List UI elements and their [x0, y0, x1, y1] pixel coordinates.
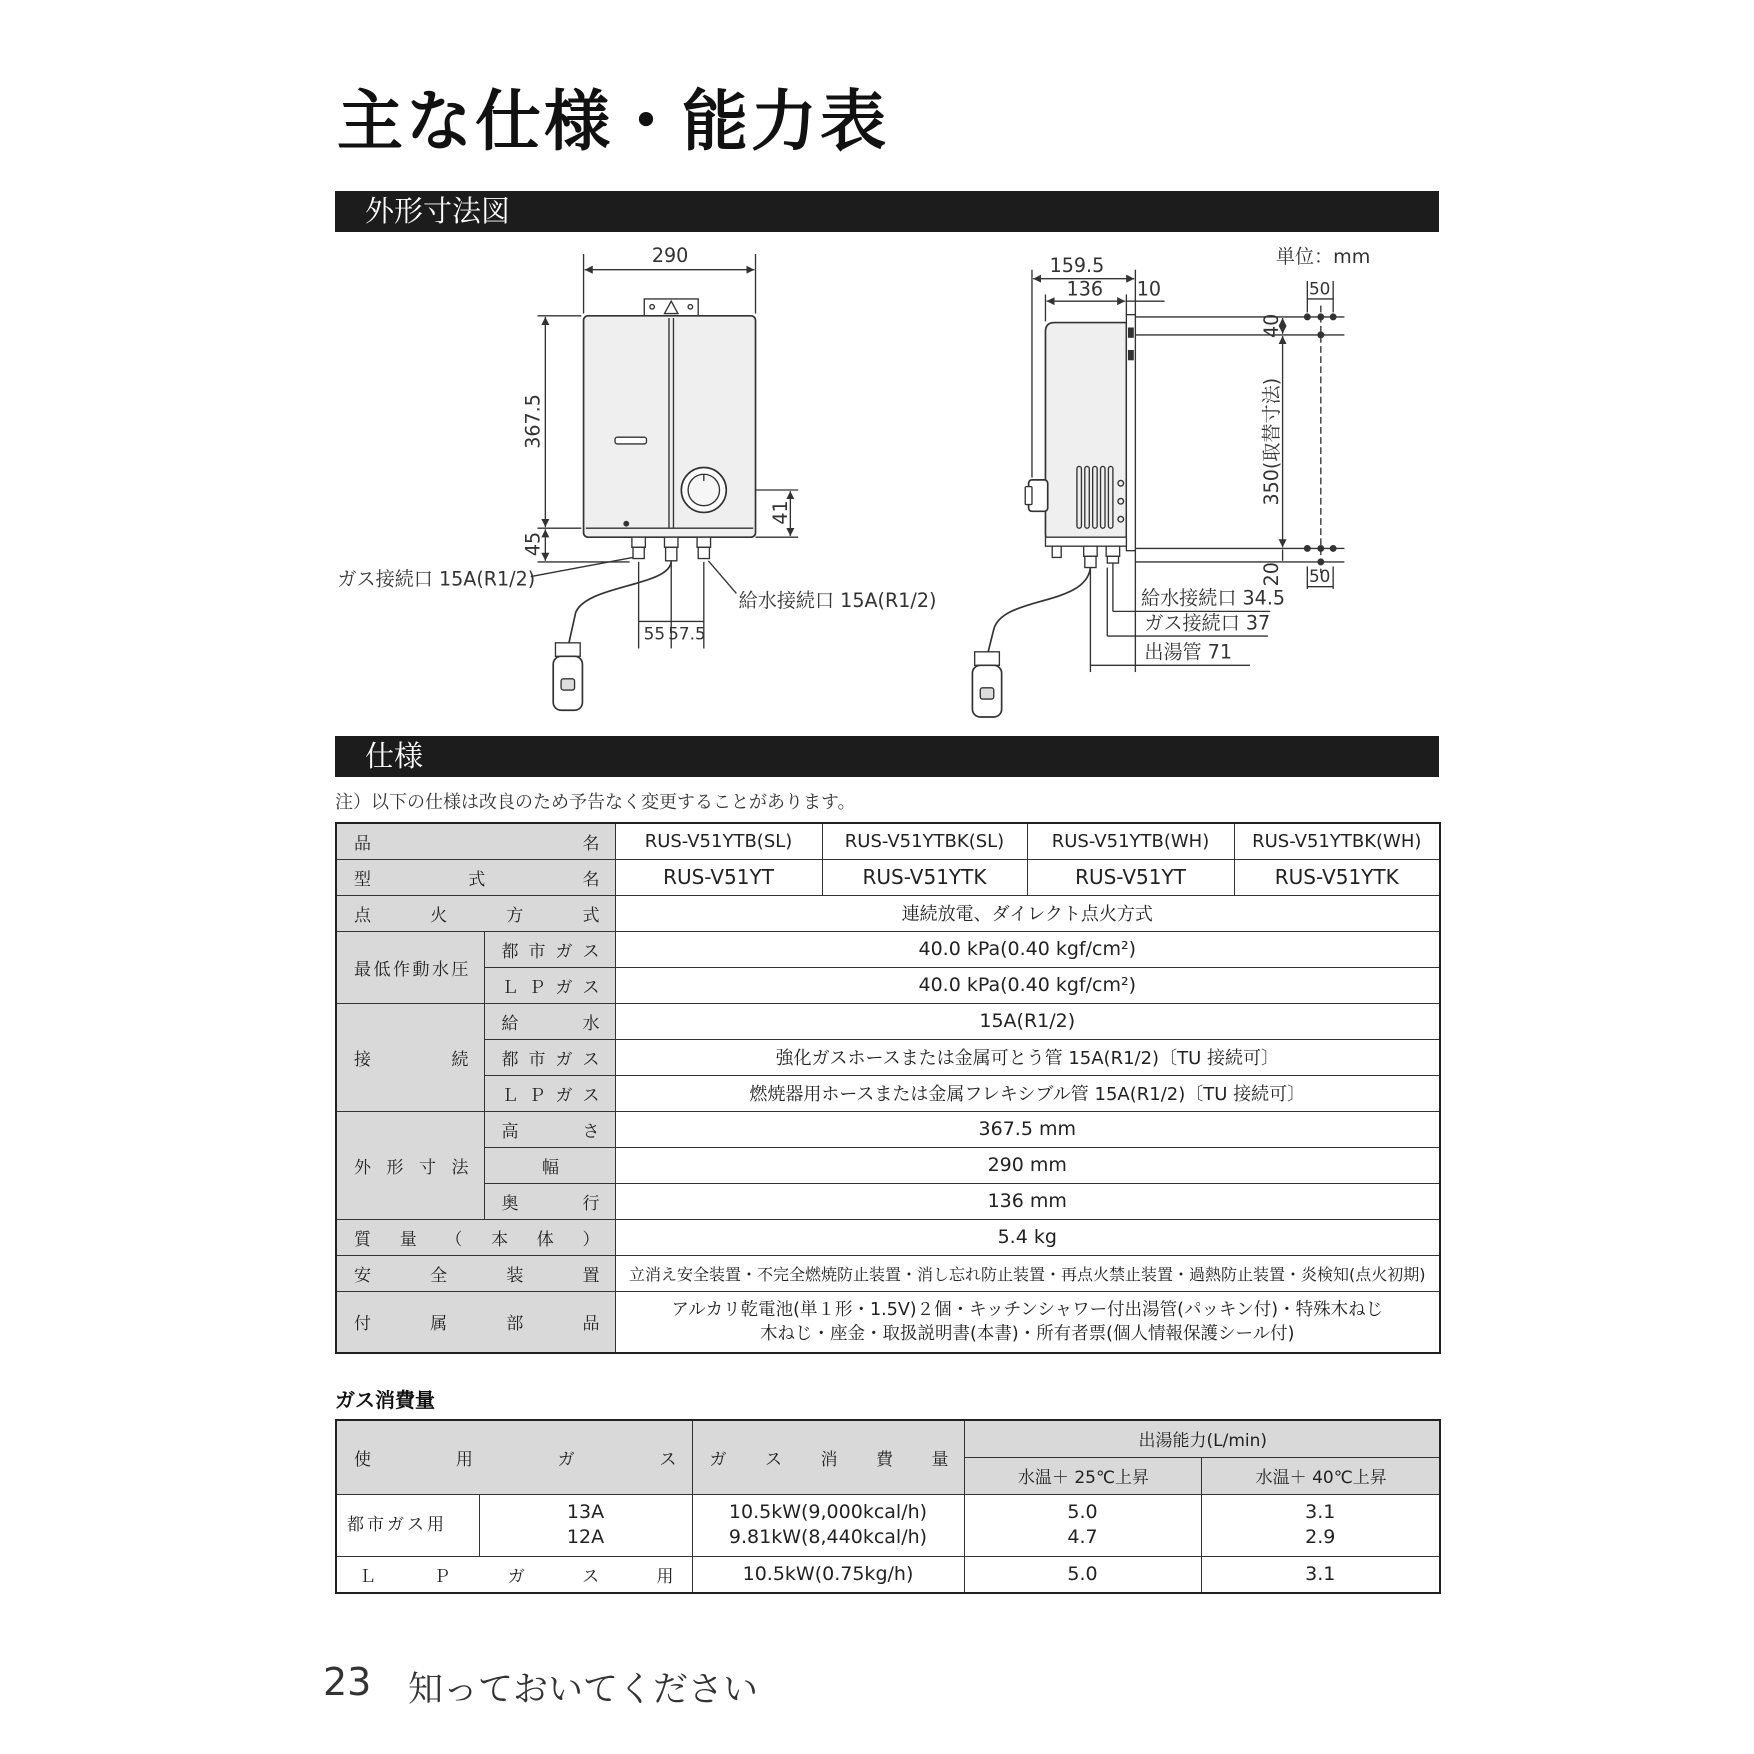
table-row — [336, 1039, 1440, 1075]
model-cell: RUS-V51YT — [1027, 859, 1234, 895]
accessories-value — [615, 1291, 1440, 1353]
side-connectors — [1052, 546, 1119, 567]
dims-breadth-label: 幅 — [542, 1157, 559, 1178]
product-name-cell: RUS-V51YTBK(WH) — [1234, 823, 1440, 859]
section-header-specs: 仕様 — [335, 736, 1439, 777]
lp-gas-consumption: 10.5kW(0.75kg/h) — [692, 1556, 964, 1593]
outer-dims-label: 外形寸法 — [354, 1157, 469, 1178]
unit-label: 単位：mm — [1275, 244, 1371, 268]
dims-tall-value: 367.5 mm — [615, 1111, 1440, 1147]
city-gas-label: 都市ガス用 — [336, 1494, 479, 1556]
row-label-cell — [336, 859, 615, 895]
accessories-line: 木ねじ・座金・取扱説明書(本書)・所有者票(個人情報保護シール付) — [760, 1323, 1295, 1344]
gas-consumption-heading: ガス消費量 — [335, 1388, 435, 1412]
table-header-row — [336, 1420, 1440, 1457]
front-view — [337, 244, 936, 710]
mass-value: 5.4 kg — [615, 1219, 1440, 1255]
gas-connection-label: ガス接続口 15A(R1/2) — [337, 567, 536, 591]
water-leader-line — [708, 561, 736, 594]
mass-label: 質量（本体） — [354, 1229, 600, 1250]
dim-40-label: 40 — [1260, 313, 1284, 339]
unit-body — [584, 316, 756, 537]
rise25-header: 水温＋ 25℃上昇 — [964, 1457, 1201, 1494]
table-row — [336, 859, 1440, 895]
gas-type-header: 使用ガス — [354, 1449, 677, 1470]
consumption-value: 10.5kW(9,000kcal/h) — [728, 1501, 928, 1523]
table-row — [336, 1147, 1440, 1183]
spec-note: 注）以下の仕様は改良のため予告なく変更することがあります。 — [335, 792, 856, 813]
lp-gas-rise40: 3.1 — [1201, 1556, 1440, 1593]
row-label-cell — [336, 931, 484, 1003]
min-pressure-lp-value: 40.0 kPa(0.40 kgf/cm²) — [615, 967, 1440, 1003]
dims-depth-label: 奥行 — [501, 1193, 600, 1214]
water-connection-depth-label: 給水接続口 34.5 — [1140, 586, 1286, 610]
lp-gas-rise25: 5.0 — [964, 1556, 1201, 1593]
dim-159-label: 159.5 — [1049, 253, 1105, 277]
connection-water-label: 給水 — [501, 1013, 600, 1034]
header-cell — [692, 1420, 964, 1494]
gas-type-value: 13A — [566, 1501, 605, 1523]
row-label-cell — [336, 823, 615, 859]
dim-290-label: 290 — [651, 243, 689, 267]
lp-gas-label-cell — [336, 1556, 692, 1593]
rise25-value: 5.0 — [1067, 1501, 1098, 1523]
side-knob — [1025, 480, 1047, 511]
table-row — [336, 1219, 1440, 1255]
accessories-label: 付属部品 — [354, 1314, 600, 1335]
table-row — [336, 1291, 1440, 1353]
table-row — [336, 1003, 1440, 1039]
dimension-drawing — [335, 236, 1439, 726]
dim-20-label: 20 — [1260, 562, 1284, 587]
row-label-cell — [336, 1003, 484, 1111]
row-label-cell — [336, 1219, 615, 1255]
dim-350-label: 350(取替寸法) — [1260, 377, 1284, 506]
gas-connection-depth-label: ガス接続口 37 — [1144, 611, 1271, 635]
sub-label-cell — [484, 931, 615, 967]
product-name-cell: RUS-V51YTBK(SL) — [822, 823, 1027, 859]
safety-label: 安全装置 — [354, 1265, 600, 1286]
side-view — [972, 245, 1370, 717]
mounting-bracket — [644, 299, 698, 317]
connection-city-value: 強化ガスホースまたは金属可とう管 15A(R1/2)〔TU 接続可〕 — [615, 1039, 1440, 1075]
row-label-cell — [336, 895, 615, 931]
min-pressure-city-label: 都市ガス — [501, 941, 600, 962]
output-header: 出湯能力(L/min) — [964, 1420, 1440, 1457]
table-row — [336, 967, 1440, 1003]
table-row — [336, 823, 1440, 859]
connection-lp-value: 燃焼器用ホースまたは金属フレキシブル管 15A(R1/2)〔TU 接続可〕 — [615, 1075, 1440, 1111]
product-name-cell: RUS-V51YTB(SL) — [615, 823, 822, 859]
dims-depth-value: 136 mm — [615, 1183, 1440, 1219]
table-row — [336, 1111, 1440, 1147]
sub-label-cell — [484, 1183, 615, 1219]
sub-label-cell — [484, 967, 615, 1003]
model-cell: RUS-V51YTK — [1234, 859, 1440, 895]
page-title: 主な仕様・能力表 — [337, 83, 889, 160]
city-gas-rise25 — [964, 1494, 1201, 1556]
dims-breadth-value: 290 mm — [615, 1147, 1440, 1183]
table-row — [336, 1255, 1440, 1291]
rise40-header: 水温＋ 40℃上昇 — [1201, 1457, 1440, 1494]
rise25-value: 4.7 — [1067, 1526, 1098, 1548]
model-cell: RUS-V51YT — [615, 859, 822, 895]
min-pressure-city-value: 40.0 kPa(0.40 kgf/cm²) — [615, 931, 1440, 967]
sub-label-cell — [484, 1039, 615, 1075]
footer-section-label: 知っておいてください — [408, 1670, 759, 1710]
connection-label: 接続 — [354, 1049, 469, 1070]
city-gas-types — [479, 1494, 692, 1556]
product-name-label: 品名 — [354, 833, 600, 854]
connection-lp-label: ＬＰガス — [501, 1085, 600, 1106]
connection-water-value: 15A(R1/2) — [615, 1003, 1440, 1039]
dim-10-label: 10 — [1136, 277, 1162, 301]
spec-table — [335, 822, 1441, 1354]
model-cell: RUS-V51YTK — [822, 859, 1027, 895]
side-shower-plug — [972, 568, 1090, 717]
ignition-label: 点火方式 — [354, 905, 600, 926]
row-label-cell — [336, 1111, 484, 1219]
section-header-dimensions: 外形寸法図 — [335, 191, 1439, 232]
dim-41-label: 41 — [768, 500, 792, 525]
ignition-value: 連続放電、ダイレクト点火方式 — [615, 895, 1440, 931]
dim-55-label: 55 — [643, 623, 666, 644]
connectors — [632, 537, 711, 561]
sub-label-cell — [484, 1003, 615, 1039]
table-row — [336, 1183, 1440, 1219]
connection-city-label: 都市ガス — [501, 1049, 600, 1070]
dim-50-bottom-label: 50 — [1308, 566, 1331, 587]
row-label-cell — [336, 1291, 615, 1353]
dim-367-label: 367.5 — [521, 394, 545, 449]
consumption-value: 9.81kW(8,440kcal/h) — [728, 1526, 928, 1548]
lp-gas-label: ＬＰガス用 — [359, 1566, 674, 1587]
gas-type-value: 12A — [566, 1526, 605, 1548]
table-row — [336, 1075, 1440, 1111]
dims-tall-label: 高さ — [501, 1121, 600, 1142]
rise40-value: 3.1 — [1305, 1501, 1336, 1523]
rise40-value: 2.9 — [1305, 1526, 1336, 1548]
product-name-cell: RUS-V51YTB(WH) — [1027, 823, 1234, 859]
table-row — [336, 931, 1440, 967]
min-pressure-label: 最低作動水圧 — [354, 959, 469, 980]
table-row — [336, 895, 1440, 931]
sub-label-cell — [484, 1075, 615, 1111]
city-gas-rise40 — [1201, 1494, 1440, 1556]
gas-consumption-table — [335, 1419, 1441, 1594]
consumption-header: ガス消費量 — [709, 1449, 949, 1470]
model-label: 型式名 — [354, 869, 600, 890]
safety-value: 立消え安全装置・不完全燃焼防止装置・消し忘れ防止装置・再点火禁止装置・過熱防止装置・炎検知(点火初期) — [615, 1255, 1440, 1291]
side-unit-body — [1045, 315, 1135, 551]
accessories-line: アルカリ乾電池(単１形・1.5V)２個・キッチンシャワー付出湯管(パッキン付)・特殊木ねじ — [671, 1299, 1384, 1320]
sub-label-cell — [484, 1147, 615, 1183]
control-knob — [681, 468, 726, 513]
dim-50-top-label: 50 — [1308, 278, 1331, 299]
water-connection-label: 給水接続口 15A(R1/2) — [738, 588, 937, 612]
dim-136-label: 136 — [1066, 277, 1104, 301]
sub-label-cell — [484, 1111, 615, 1147]
outlet-pipe-depth-label: 出湯管 71 — [1144, 640, 1233, 664]
dim-45-label: 45 — [521, 531, 545, 557]
gas-leader-line — [531, 557, 633, 576]
city-gas-consumption — [692, 1494, 964, 1556]
table-row — [336, 1494, 1440, 1556]
table-row — [336, 1556, 1440, 1593]
dim-57-label: 57.5 — [668, 623, 706, 644]
min-pressure-lp-label: ＬＰガス — [501, 977, 600, 998]
page-number: 23 — [323, 1660, 372, 1704]
header-cell — [336, 1420, 692, 1494]
row-label-cell — [336, 1255, 615, 1291]
